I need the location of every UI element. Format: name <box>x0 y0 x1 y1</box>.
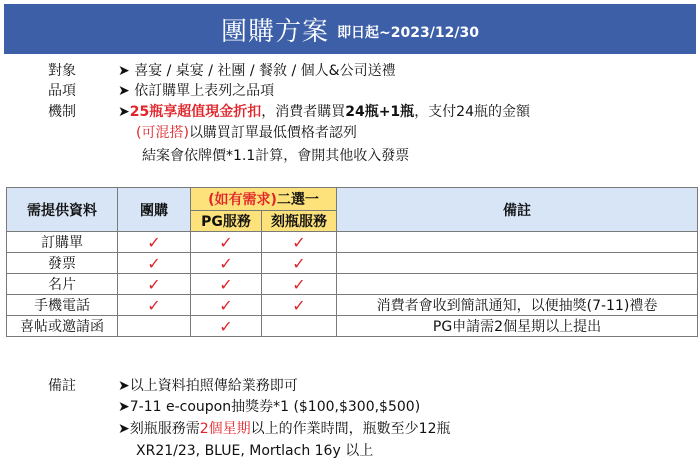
check-group-icon: ✓ <box>118 295 191 316</box>
arrow-icon: ➤ <box>118 399 130 415</box>
row-note <box>337 274 698 295</box>
row-note: 消費者會收到簡訊通知，以便抽獎(7-11)禮卷 <box>337 295 698 316</box>
check-engrave-icon: ✓ <box>262 295 337 316</box>
check-engrave-icon <box>262 316 337 337</box>
check-pg-icon: ✓ <box>191 316 262 337</box>
table-row <box>7 274 698 295</box>
table-row <box>7 295 698 316</box>
check-engrave-icon: ✓ <box>262 274 337 295</box>
note-line-4: XR21/23, BLUE, Mortlach 16y 以上 <box>136 443 374 459</box>
note-line-1-text: 以上資料拍照傳給業務即可 <box>129 378 298 394</box>
mechanism-line-2-text: 以購買訂單最低價格者認列 <box>188 125 357 141</box>
arrow-icon: ➤ <box>118 63 130 79</box>
check-pg-icon: ✓ <box>191 274 262 295</box>
check-group-icon: ✓ <box>118 274 191 295</box>
note-line-2-text: 7-11 e-coupon抽獎券*1 ($100,$300,$500) <box>129 399 421 415</box>
target-value: 喜宴 / 桌宴 / 社團 / 餐敘 / 個人&公司送禮 <box>134 63 396 79</box>
arrow-icon: ➤ <box>118 421 130 437</box>
items-value: 依訂購單上表列之品項 <box>134 83 275 99</box>
title-banner <box>4 4 696 54</box>
page-title: 團購方案 <box>221 16 330 47</box>
check-group-icon <box>118 316 191 337</box>
note-line-3 <box>118 418 450 438</box>
check-pg-icon: ✓ <box>191 253 262 274</box>
col-header-notes: 備註 <box>337 188 698 232</box>
note-line-3a: 刻瓶服務需 <box>129 421 200 437</box>
col-header-group: 團購 <box>118 188 191 232</box>
row-item: 喜帖或邀請函 <box>7 316 118 337</box>
note-line-1 <box>118 375 298 395</box>
option-note: (如有需求) <box>208 192 277 208</box>
arrow-icon: ➤ <box>118 104 130 120</box>
check-group-icon: ✓ <box>118 253 191 274</box>
table-row <box>7 253 698 274</box>
check-pg-icon: ✓ <box>191 232 262 253</box>
mechanism-payment: ，支付24瓶的金額 <box>414 104 531 120</box>
table-row <box>7 316 698 337</box>
target-label: 對象 <box>48 63 76 79</box>
notes-label: 備註 <box>48 378 76 394</box>
page-subtitle: 即日起~2023/12/30 <box>337 25 479 41</box>
row-item: 發票 <box>7 253 118 274</box>
check-engrave-icon: ✓ <box>262 232 337 253</box>
requirements-table <box>6 187 698 337</box>
row-item: 手機電話 <box>7 295 118 316</box>
mechanism-line-2 <box>136 122 357 142</box>
check-pg-icon: ✓ <box>191 295 262 316</box>
check-group-icon: ✓ <box>118 232 191 253</box>
items-row <box>118 80 274 100</box>
mechanism-line-3: 結案會依牌價*1.1計算，會開其他收入發票 <box>142 148 410 164</box>
target-row <box>118 60 396 80</box>
col-header-info: 需提供資料 <box>7 188 118 232</box>
arrow-icon: ➤ <box>118 378 130 394</box>
table-row <box>7 232 698 253</box>
mechanism-discount: 25瓶享超值現金折扣 <box>129 104 262 120</box>
note-line-3-duration: 2個星期 <box>199 421 251 437</box>
option-choice: 二選一 <box>276 192 319 208</box>
col-header-pg: PG服務 <box>191 211 262 232</box>
row-note: PG申請需2個星期以上提出 <box>337 316 698 337</box>
mechanism-quantity: 24瓶+1瓶 <box>345 104 415 120</box>
mechanism-row <box>118 101 530 121</box>
check-engrave-icon: ✓ <box>262 253 337 274</box>
col-header-engrave: 刻瓶服務 <box>262 211 337 232</box>
note-line-3b: 以上的作業時間，瓶數至少12瓶 <box>250 421 451 437</box>
arrow-icon: ➤ <box>118 83 130 99</box>
row-item: 名片 <box>7 274 118 295</box>
row-note <box>337 232 698 253</box>
items-label: 品項 <box>48 83 76 99</box>
mechanism-label: 機制 <box>48 104 76 120</box>
note-line-2 <box>118 396 420 416</box>
col-header-option <box>191 188 337 211</box>
mechanism-text: ，消費者購買 <box>261 104 346 120</box>
mix-match-note: (可混搭) <box>136 125 189 141</box>
row-note <box>337 253 698 274</box>
row-item: 訂購單 <box>7 232 118 253</box>
